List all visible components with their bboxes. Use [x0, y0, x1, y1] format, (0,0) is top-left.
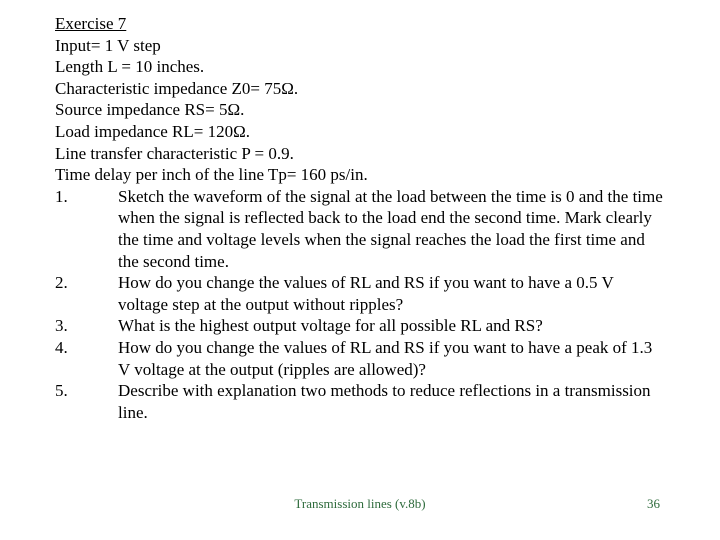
param-length: Length L = 10 inches.	[55, 57, 205, 77]
question-number: 2.	[55, 273, 68, 293]
question-1	[55, 186, 665, 272]
question-5	[55, 380, 665, 423]
param-characteristic-impedance: Characteristic impedance Z0= 75Ω.	[55, 78, 299, 98]
exercise-title: Exercise 7	[55, 14, 127, 33]
question-text: How do you change the values of RL and RS if you want to have a 0.5 V voltage step at the output without ripples?	[118, 273, 614, 314]
question-2	[55, 272, 665, 315]
page-number: 36	[647, 496, 660, 511]
question-number: 1.	[55, 186, 68, 206]
question-4	[55, 337, 665, 380]
question-text: Describe with explanation two methods to reduce reflections in a transmission line.	[118, 381, 651, 422]
footer-title: Transmission lines (v.8b)	[294, 496, 426, 511]
question-text: Sketch the waveform of the signal at the load between the time is 0 and the time when the signal is reflected back to the load end the second time. Mark clearly the time and voltage levels when the signal reaches the load the first time and the second time.	[118, 186, 663, 271]
param-time-delay: Time delay per inch of the line Tp= 160 ps/in.	[55, 165, 368, 185]
question-text: How do you change the values of RL and RS if you want to have a peak of 1.3 V voltage at the output (ripples are allowed)?	[118, 337, 653, 379]
slide-content	[55, 13, 665, 423]
param-input: Input= 1 V step	[55, 35, 161, 55]
param-load-impedance: Load impedance RL= 120Ω.	[55, 121, 251, 141]
param-source-impedance: Source impedance RS= 5Ω.	[55, 100, 245, 120]
question-3	[55, 315, 665, 337]
question-text: What is the highest output voltage for all possible RL and RS?	[118, 316, 543, 336]
question-number: 3.	[55, 316, 68, 336]
question-number: 5.	[55, 381, 68, 401]
param-transfer-characteristic: Line transfer characteristic P = 0.9.	[55, 143, 294, 163]
question-number: 4.	[55, 337, 68, 357]
